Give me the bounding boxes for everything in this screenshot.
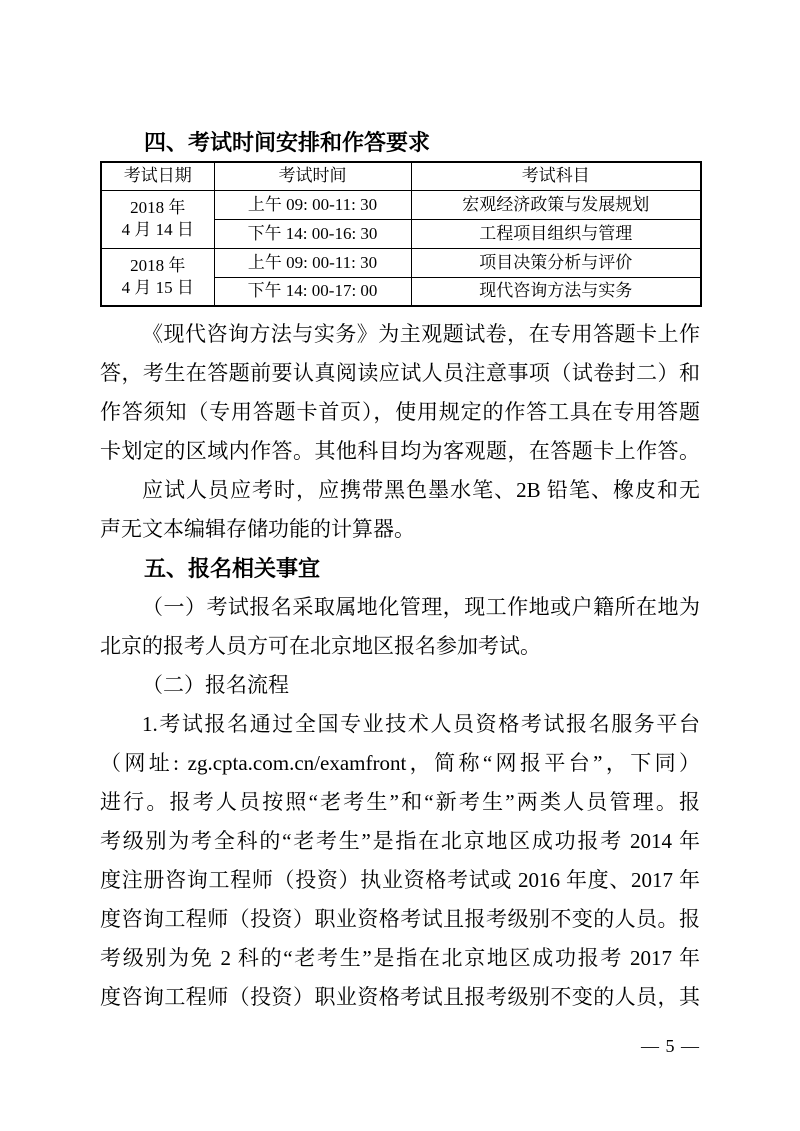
table-row	[101, 248, 701, 277]
paragraph-line: （二）报名流程	[142, 673, 289, 697]
section4-heading: 四、考试时间安排和作答要求	[144, 130, 431, 155]
paragraph-line: 北京的报考人员方可在北京地区报名参加考试。	[100, 634, 541, 658]
exam-time-cell: 上午 09: 00-11: 30	[214, 248, 411, 277]
paragraph-line: 进行。报考人员按照“老考生”和“新考生”两类人员管理。报	[100, 790, 700, 814]
exam-subject-cell: 工程项目组织与管理	[411, 219, 701, 248]
paragraph-line: 应试人员应考时，应携带黑色墨水笔、2B 铅笔、橡皮和无	[142, 478, 700, 502]
exam-subject-cell: 宏观经济政策与发展规划	[411, 190, 701, 219]
exam-subject-cell: 现代咨询方法与实务	[411, 277, 701, 306]
paragraph-line: 度咨询工程师（投资）职业资格考试且报考级别不变的人员。报	[100, 907, 700, 931]
exam-date-cell	[101, 190, 214, 248]
paragraph-line: 声无文本编辑存储功能的计算器。	[100, 517, 415, 541]
table-header-exam-subject: 考试科目	[411, 162, 701, 190]
exam-date-year: 2018 年	[130, 255, 186, 275]
exam-schedule-table	[100, 161, 702, 307]
exam-date-day: 4 月 15 日	[121, 277, 194, 297]
paragraph-line: 考级别为免 2 科的“老考生”是指在北京地区成功报考 2017 年	[100, 946, 700, 970]
table-row	[101, 190, 701, 219]
paragraph-line: 答，考生在答题前要认真阅读应试人员注意事项（试卷封二）和	[100, 361, 700, 385]
table-header-exam-time: 考试时间	[214, 162, 411, 190]
paragraph-line: （网址: zg.cpta.com.cn/examfront，简称“网报平台”，下同）	[100, 751, 700, 775]
section5-heading: 五、报名相关事宜	[144, 556, 321, 581]
exam-date-day: 4 月 14 日	[121, 220, 194, 239]
paragraph-line: 《现代咨询方法与实务》为主观题试卷，在专用答题卡上作	[142, 322, 700, 346]
exam-time-cell: 下午 14: 00-17: 00	[214, 277, 411, 306]
document-body	[100, 128, 700, 1017]
exam-time-cell: 下午 14: 00-16: 30	[214, 219, 411, 248]
exam-time-cell: 上午 09: 00-11: 30	[214, 190, 411, 219]
exam-date-year: 2018 年	[130, 198, 186, 217]
paragraph-line: 度注册咨询工程师（投资）执业资格考试或 2016 年度、2017 年	[100, 868, 700, 892]
page-number: — 5 —	[641, 1036, 700, 1056]
paragraph-line: 1.考试报名通过全国专业技术人员资格考试报名服务平台	[142, 712, 700, 736]
exam-subject-cell: 项目决策分析与评价	[411, 248, 701, 277]
paragraph-line: 度咨询工程师（投资）职业资格考试且报考级别不变的人员，其	[100, 985, 700, 1009]
paragraph-line: 卡划定的区域内作答。其他科目均为客观题，在答题卡上作答。	[100, 439, 700, 463]
table-header-exam-date: 考试日期	[101, 162, 214, 190]
table-header-row	[101, 162, 701, 190]
body-text	[100, 315, 700, 1017]
paragraph-line: （一）考试报名采取属地化管理，现工作地或户籍所在地为	[142, 595, 700, 619]
paragraph-line: 作答须知（专用答题卡首页），使用规定的作答工具在专用答题	[100, 400, 700, 424]
exam-date-cell	[101, 248, 214, 306]
paragraph-line: 考级别为考全科的“老考生”是指在北京地区成功报考 2014 年	[100, 829, 700, 853]
